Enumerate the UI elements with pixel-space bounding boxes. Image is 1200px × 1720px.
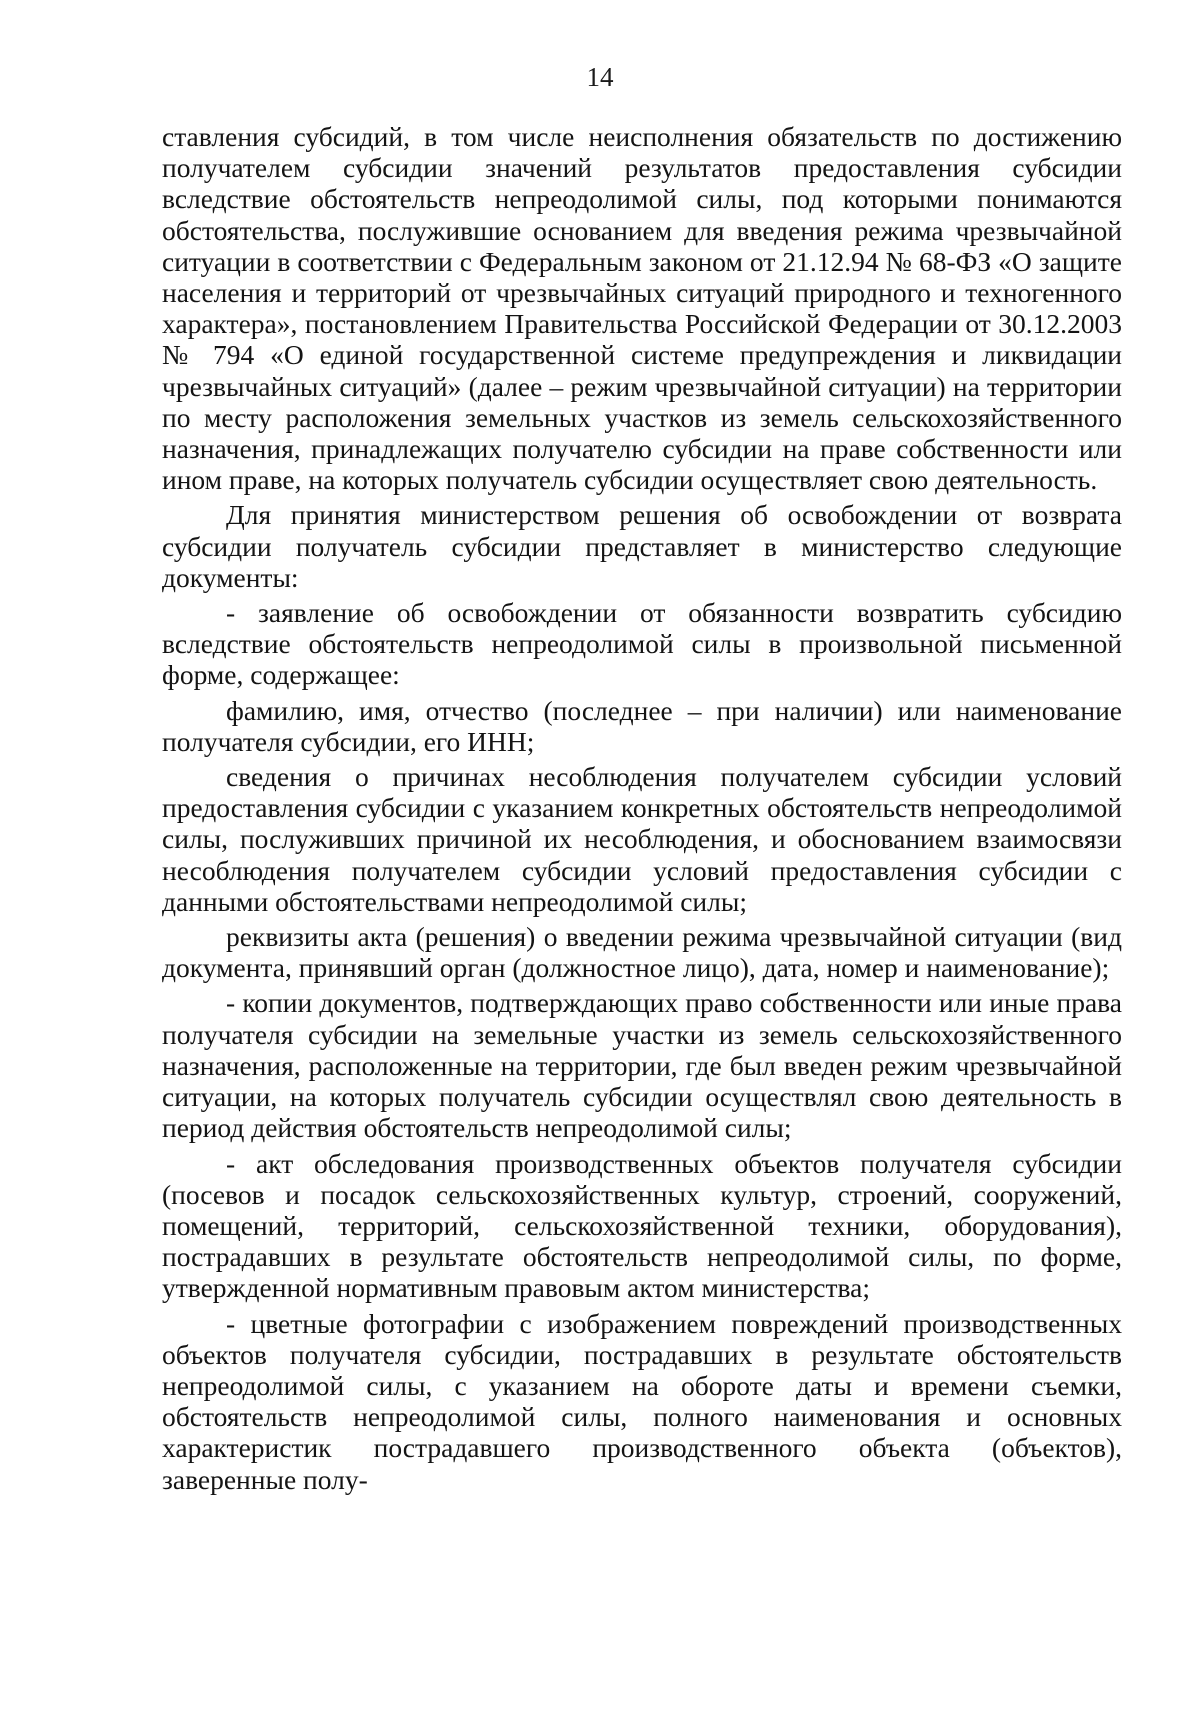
list-item-document-copies: - копии документов, подтверждающих право собственности или иные права получателя субсидии на земельные участки из земель сельскохозяйственного назначения, расположенные на территории, где был введен режим чрезвычайной ситуации, на которых получатель субсидии осуществлял свою деятельность в период действия обстоятельств непреодолимой силы; [162, 987, 1122, 1144]
list-item-color-photos: - цветные фотографии с изображением повреждений производственных объектов получателя субсидии, пострадавших в результате обстоятельств непреодолимой силы, с указанием на обороте даты и времени съемки, обстоятельств непреодолимой силы, полного наименования и основных характеристик пострадавшего производственного объекта (объектов), заверенные полу- [162, 1307, 1122, 1495]
paragraph-full-name: фамилию, имя, отчество (последнее – при наличии) или наименование получателя субсидии, его ИНН; [162, 694, 1122, 757]
paragraph-2: Для принятия министерством решения об освобождении от возврата субсидии получатель субсидии представляет в министерство следующие документы: [162, 499, 1122, 593]
document-body [162, 121, 1122, 1495]
paragraph-1: ставления субсидий, в том числе неисполнения обязательств по достижению получателем субсидии значений результатов предоставления субсидии вследствие обстоятельств непреодолимой силы, под которыми понимаются обстоятельства, послужившие основанием для введения режима чрезвычайной ситуации в соответствии с Федеральным законом от 21.12.94 № 68-ФЗ «О защите населения и территорий от чрезвычайных ситуаций природного и техногенного характера», постановлением Правительства Российской Федерации от 30.12.2003 № 794 «О единой государственной системе предупреждения и ликвидации чрезвычайных ситуаций» (далее – режим чрезвычайной ситуации) на территории по месту расположения земельных участков из земель сельскохозяйственного назначения, принадлежащих получателю субсидии на праве собственности или ином праве, на которых получатель субсидии осуществляет свою деятельность. [162, 121, 1122, 496]
paragraph-reasons: сведения о причинах несоблюдения получателем субсидии условий предоставления субсидии с указанием конкретных обстоятельств непреодолимой силы, послуживших причиной их несоблюдения, и обоснованием взаимосвязи несоблюдения получателем субсидии условий предоставления субсидии с данными обстоятельствами непреодолимой силы; [162, 761, 1122, 917]
list-item-inspection-act: - акт обследования производственных объектов получателя субсидии (посевов и посадок сельскохозяйственных культур, строений, сооружений, помещений, территорий, сельскохозяйственной техники, оборудования), пострадавших в результате обстоятельств непреодолимой силы, по форме, утвержденной нормативным правовым актом министерства; [162, 1147, 1122, 1304]
page-number: 14 [586, 62, 614, 92]
list-item-application: - заявление об освобождении от обязанности возвратить субсидию вследствие обстоятельств непреодолимой силы в произвольной письменной форме, содержащее: [162, 597, 1122, 691]
paragraph-act-details: реквизиты акта (решения) о введении режима чрезвычайной ситуации (вид документа, принявший орган (должностное лицо), дата, номер и наименование); [162, 921, 1122, 984]
